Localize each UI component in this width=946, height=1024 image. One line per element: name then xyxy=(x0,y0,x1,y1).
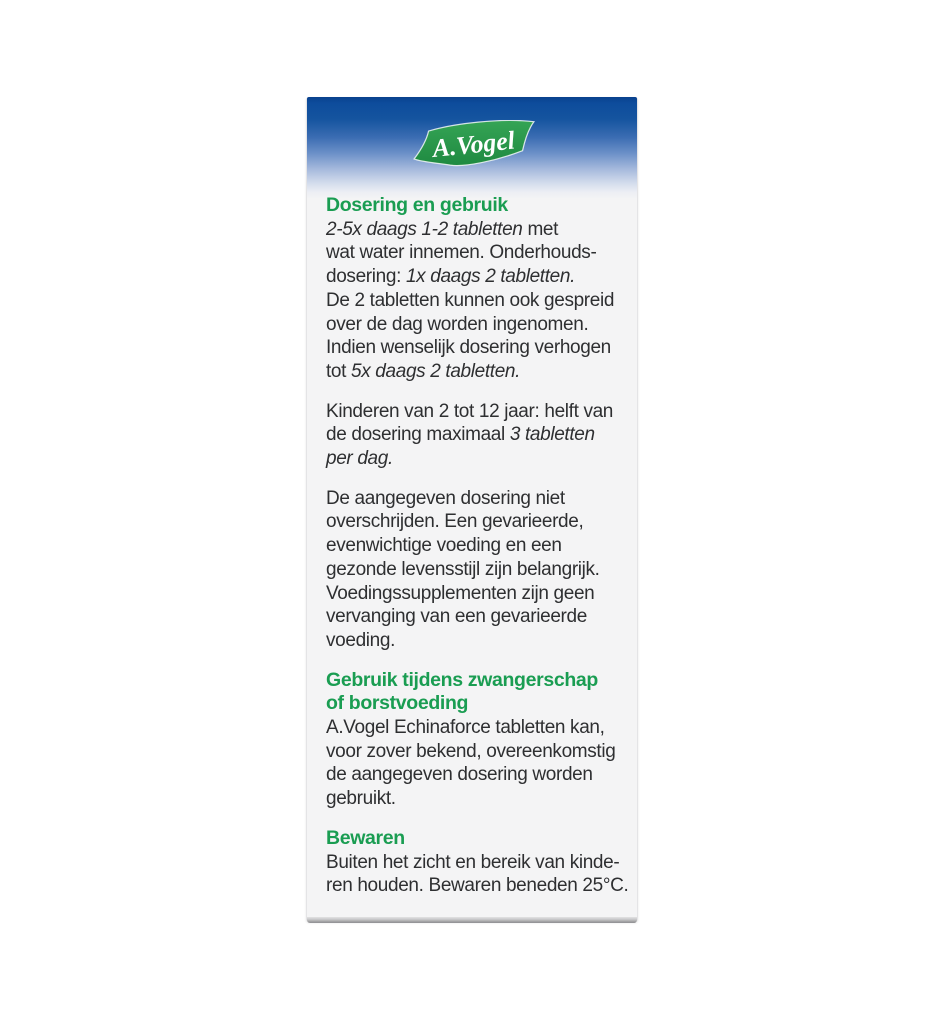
text-segment: over de dag worden ingenomen. xyxy=(326,313,589,335)
text-segment: voor zover bekend, overeenkomstig xyxy=(326,740,616,762)
text-line xyxy=(326,218,623,242)
text-line xyxy=(326,716,623,740)
text-line xyxy=(326,669,623,693)
text-line xyxy=(326,692,623,716)
text-segment: wat water innemen. Onderhouds- xyxy=(326,242,597,264)
text-line xyxy=(326,510,623,534)
text-line xyxy=(326,241,623,265)
text-line xyxy=(326,605,623,629)
text-segment: 5x daags 2 tabletten. xyxy=(351,360,521,382)
section-heading xyxy=(326,827,623,851)
text-line xyxy=(326,360,623,384)
text-segment: de aangegeven dosering worden xyxy=(326,764,593,786)
text-segment: per dag. xyxy=(326,448,393,470)
text-line xyxy=(326,827,623,851)
text-segment: de dosering maximaal xyxy=(326,424,510,446)
text-line xyxy=(326,787,623,811)
text-line xyxy=(326,447,623,471)
text-segment: A.Vogel Echinaforce tabletten kan, xyxy=(326,717,605,739)
paragraph xyxy=(326,716,623,811)
paragraph xyxy=(326,400,623,471)
text-segment: overschrijden. Een gevarieerde, xyxy=(326,511,584,533)
text-segment: 1x daags 2 tabletten. xyxy=(405,266,576,288)
text-line xyxy=(326,874,629,898)
text-line xyxy=(326,336,623,360)
text-line xyxy=(326,534,623,558)
text-segment: De aangegeven dosering niet xyxy=(326,487,565,509)
text-line xyxy=(326,763,623,787)
text-segment: Bewaren xyxy=(326,826,405,849)
text-segment: gebruikt. xyxy=(326,788,396,810)
text-segment: Indien wenselijk dosering verhogen xyxy=(326,337,611,359)
text-line xyxy=(326,558,623,582)
text-segment: of borstvoeding xyxy=(326,692,469,715)
text-segment: met xyxy=(522,218,559,240)
text-segment: Voedingssupplementen zijn geen xyxy=(326,582,595,604)
text-segment: Dosering en gebruik xyxy=(326,194,508,216)
text-line xyxy=(326,582,623,606)
package-text xyxy=(307,97,637,898)
section-heading xyxy=(326,669,623,716)
text-segment: tot xyxy=(326,360,352,382)
text-segment: De 2 tabletten kunnen ook gespreid xyxy=(326,289,615,311)
text-line xyxy=(326,423,623,447)
text-segment: dosering: xyxy=(326,266,406,288)
paragraph xyxy=(326,487,623,653)
text-line xyxy=(326,400,623,424)
text-segment: evenwichtige voeding en een xyxy=(326,535,562,557)
text-segment: vervanging van een gevarieerde xyxy=(326,606,587,628)
paragraph xyxy=(326,851,629,898)
text-segment: Kinderen van 2 tot 12 jaar: helft van xyxy=(326,400,614,422)
text-line xyxy=(326,629,623,653)
text-line xyxy=(326,313,623,337)
text-line xyxy=(326,265,623,289)
text-line xyxy=(326,289,623,313)
text-segment: Gebruik tijdens zwangerschap xyxy=(326,668,598,691)
text-line xyxy=(326,194,623,218)
text-segment: 3 tabletten xyxy=(509,424,595,446)
product-box-panel xyxy=(306,97,638,922)
brand-name: A.Vogel xyxy=(431,125,517,164)
text-line xyxy=(326,851,623,875)
text-segment: Buiten het zicht en bereik van kinde- xyxy=(326,851,620,873)
paragraph xyxy=(326,218,623,384)
text-line xyxy=(326,740,623,764)
text-segment: ren houden. Bewaren beneden 25°C. xyxy=(326,875,629,897)
text-segment: gezonde levensstijl zijn belangrijk. xyxy=(326,558,600,580)
text-segment: voeding. xyxy=(326,629,396,651)
text-line xyxy=(326,487,623,511)
section-heading xyxy=(326,194,623,218)
text-segment: 2-5x daags 1-2 tabletten xyxy=(326,218,523,240)
box-bottom-edge xyxy=(307,917,637,923)
